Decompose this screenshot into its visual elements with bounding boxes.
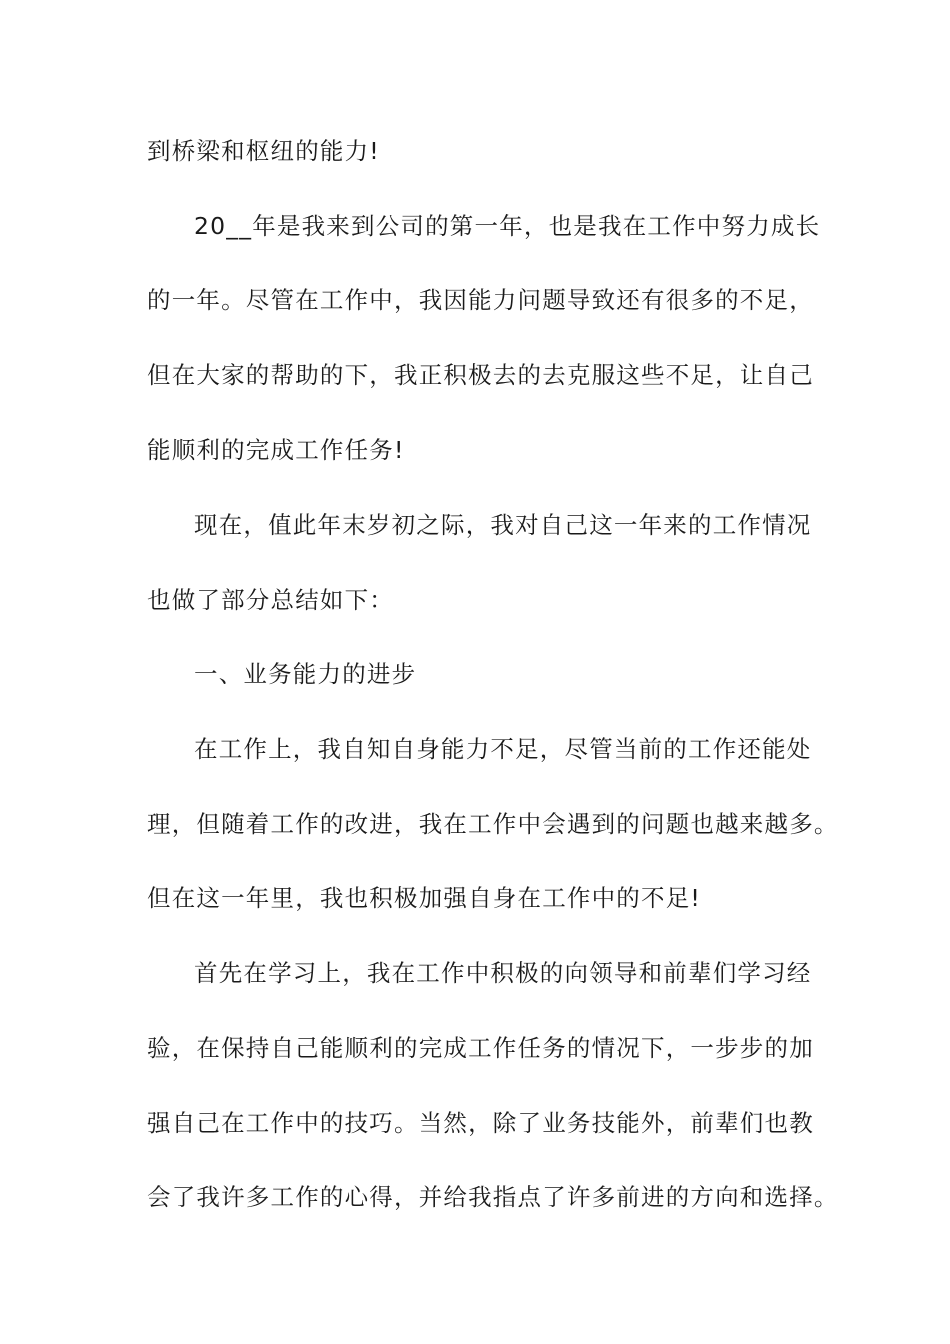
text-line: 到桥梁和枢纽的能力! [147, 137, 380, 165]
text-line: 但在大家的帮助的下，我正积极去的去克服这些不足，让自己 [147, 361, 814, 389]
text-line: 也做了部分总结如下： [147, 586, 394, 614]
paragraph-first-line: 20__年是我来到公司的第一年，也是我在工作中努力成长 [194, 212, 821, 240]
text-line: 会了我许多工作的心得，并给我指点了许多前进的方向和选择。 [147, 1183, 839, 1211]
paragraph-first-line: 首先在学习上，我在工作中积极的向领导和前辈们学习经 [194, 959, 812, 987]
text-line: 理，但随着工作的改进，我在工作中会遇到的问题也越来越多。 [147, 810, 839, 838]
text-line: 但在这一年里，我也积极加强自身在工作中的不足! [147, 884, 702, 912]
text-line: 强自己在工作中的技巧。当然，除了业务技能外，前辈们也教 [147, 1109, 814, 1137]
section-heading: 一、业务能力的进步 [194, 660, 417, 688]
text-line: 能顺利的完成工作任务! [147, 436, 405, 464]
paragraph-first-line: 现在，值此年末岁初之际，我对自己这一年来的工作情况 [194, 511, 812, 539]
text-line: 验，在保持自己能顺利的完成工作任务的情况下，一步步的加 [147, 1034, 814, 1062]
paragraph-first-line: 在工作上，我自知自身能力不足，尽管当前的工作还能处 [194, 735, 812, 763]
text-line: 的一年。尽管在工作中，我因能力问题导致还有很多的不足， [147, 286, 814, 314]
